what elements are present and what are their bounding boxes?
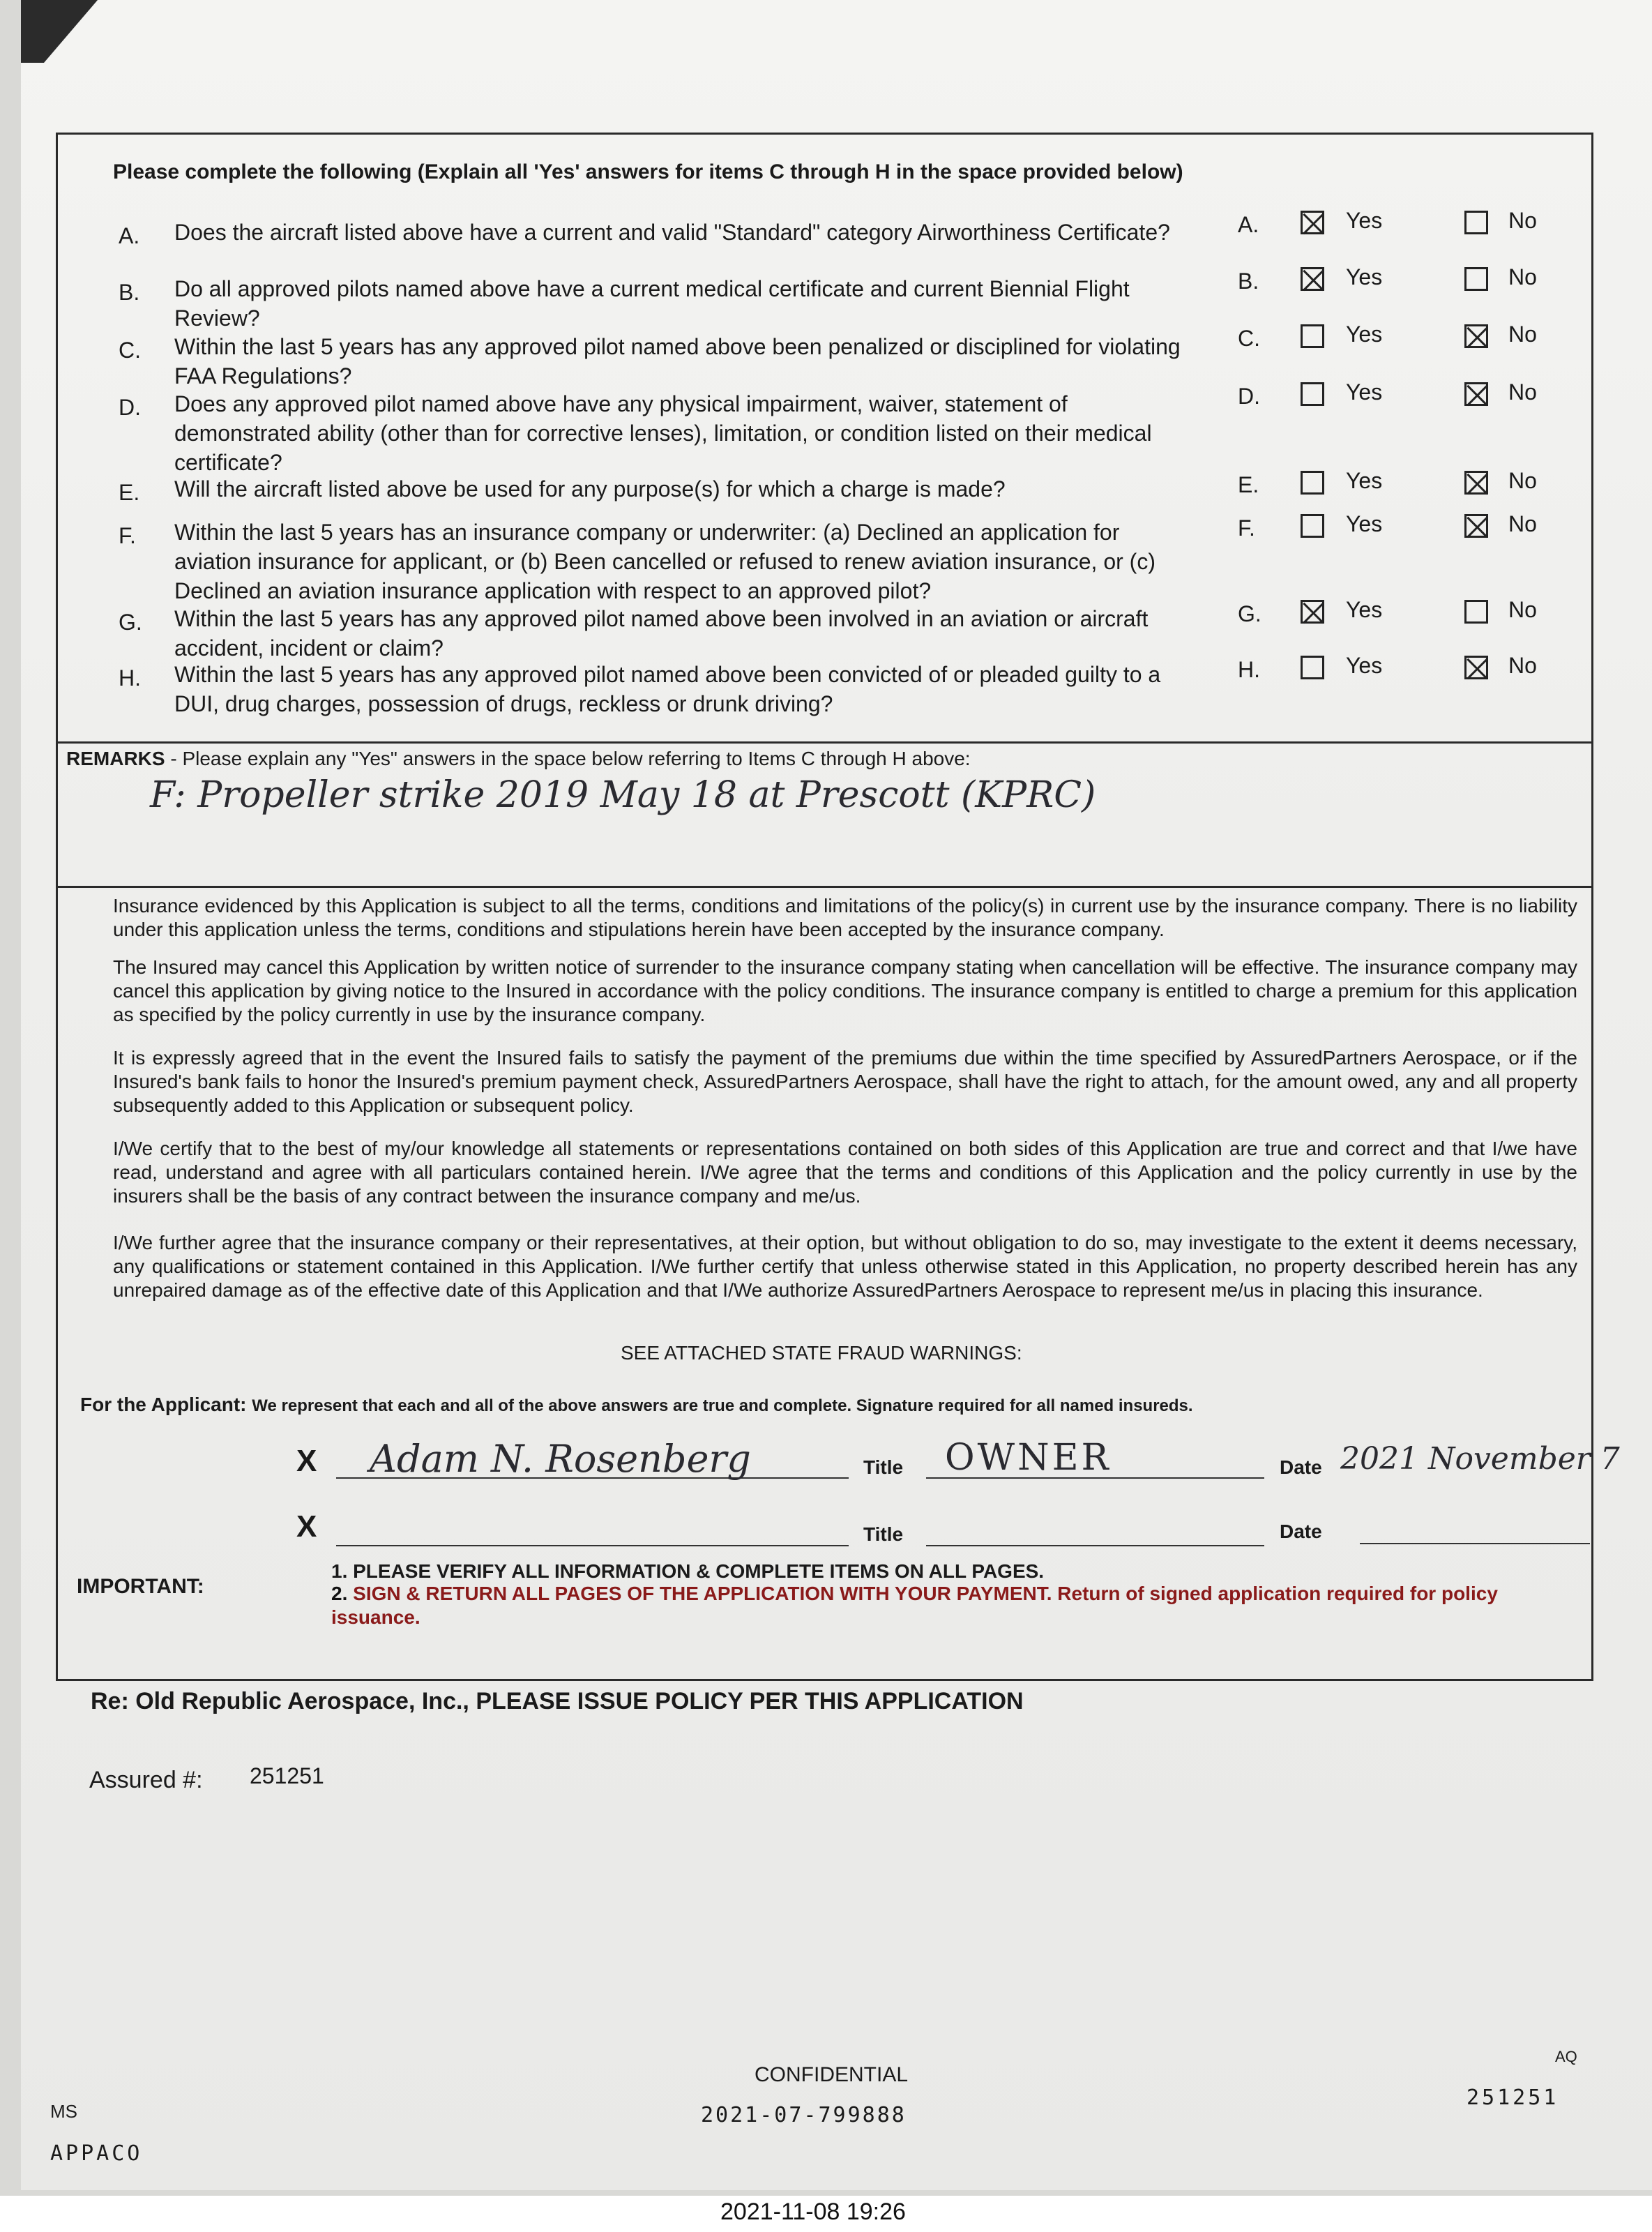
yes-label: Yes xyxy=(1346,264,1383,289)
question-letter: G. xyxy=(119,610,142,635)
question-text: Within the last 5 years has any approved pilot named above been penalized or disciplined for violating FAA Regulations? xyxy=(174,334,1181,389)
answer-letter: H. xyxy=(1238,657,1260,682)
aq-code: AQ xyxy=(1555,2048,1577,2065)
questions-header: Please complete the following (Explain all 'Yes' answers for items C through H in the space provided below) xyxy=(113,160,1183,183)
no-checkbox[interactable] xyxy=(1464,267,1488,291)
no-label: No xyxy=(1508,468,1537,493)
yes-checkbox[interactable] xyxy=(1301,382,1324,406)
no-checkbox[interactable] xyxy=(1464,514,1488,538)
question-text: Does any approved pilot named above have any physical impairment, waiver, statement of demonstrated ability (other than for corrective lenses), limitation, or condition listed on their medical certificate? xyxy=(174,391,1152,475)
answer-letter: C. xyxy=(1238,326,1260,351)
remarks-label xyxy=(66,748,971,770)
yes-checkbox[interactable] xyxy=(1301,324,1324,348)
yes-checkbox[interactable] xyxy=(1301,656,1324,679)
question-letter: H. xyxy=(119,665,141,691)
terms-paragraph-3: It is expressly agreed that in the event the Insured fails to satisfy the payment of the premiums due within the time specified by AssuredPartners Aerospace, or if the Insured's bank fails to honor the Insured's premium payment check, AssuredPartners Aerospace, shall have the right to attach, for the amount owed, any and all property subsequently added to this Application or subsequent policy. xyxy=(113,1047,1577,1116)
policy-request-line: Re: Old Republic Aerospace, Inc., PLEASE ISSUE POLICY PER THIS APPLICATION xyxy=(91,1688,1024,1714)
title-label-1: Title xyxy=(863,1456,904,1478)
yes-label: Yes xyxy=(1346,653,1383,678)
terms-paragraph-5: I/We further agree that the insurance company or their representatives, at their option, but without obligation to do so, may investigate to the extent it deems necessary, any qualifications or statement contained in this Application. I/We further certify that unless otherwise stated in this Application, no property described herein has any unrepaired damage as of the effective date of this Application and that I/We authorize AssuredPartners Aerospace to represent me/us in placing this insurance. xyxy=(113,1232,1577,1301)
signature-x-mark-1: X xyxy=(296,1444,317,1478)
important-item-2 xyxy=(331,1582,1579,1629)
yes-label: Yes xyxy=(1346,322,1383,347)
question-letter: F. xyxy=(119,523,136,548)
answer-letter: G. xyxy=(1238,601,1261,626)
confidential-number: 2021-07-799888 xyxy=(701,2103,907,2127)
yes-checkbox[interactable] xyxy=(1301,600,1324,624)
remarks-label-rest: - Please explain any "Yes" answers in the space below referring to Items C through H above: xyxy=(165,748,971,769)
applicant-statement: We represent that each and all of the above answers are true and complete. Signature required for all named insureds. xyxy=(252,1396,1193,1415)
fraud-warning: SEE ATTACHED STATE FRAUD WARNINGS: xyxy=(621,1342,1022,1364)
terms-paragraph-2: The Insured may cancel this Application by written notice of surrender to the insurance company stating when cancellation will be effective. The insurance company may cancel this application by giving notice to the Insured in accordance with the policy conditions. The insurance company is entitled to charge a premium for this application as specified by the policy currently in use by the insurance company. xyxy=(113,956,1577,1025)
important-item-1: 1. PLEASE VERIFY ALL INFORMATION & COMPLETE ITEMS ON ALL PAGES. xyxy=(331,1560,1045,1582)
answer-letter: D. xyxy=(1238,384,1260,409)
title-line-2[interactable] xyxy=(926,1545,1264,1546)
applicant-line xyxy=(80,1394,1193,1416)
no-checkbox[interactable] xyxy=(1464,211,1488,234)
date-label-1: Date xyxy=(1280,1456,1322,1478)
remarks-divider-top xyxy=(56,741,1593,744)
important-item-2-text: SIGN & RETURN ALL PAGES OF THE APPLICATION WITH YOUR PAYMENT. Return of signed application required for policy issuance. xyxy=(331,1583,1498,1628)
no-checkbox[interactable] xyxy=(1464,656,1488,679)
terms-paragraph-1: Insurance evidenced by this Application is subject to all the terms, conditions and limitations of the policy(s) in current use by the insurance company. There is no liability under this application unless the terms, conditions and stipulations herein have been accepted by the insurance company. xyxy=(113,895,1577,940)
yes-checkbox[interactable] xyxy=(1301,267,1324,291)
answer-letter: E. xyxy=(1238,472,1259,497)
answer-letter: B. xyxy=(1238,269,1259,294)
yes-checkbox[interactable] xyxy=(1301,471,1324,495)
important-item-2-number: 2. xyxy=(331,1583,354,1604)
signature-x-mark-2: X xyxy=(296,1509,317,1544)
title-value: OWNER xyxy=(945,1437,1112,1479)
question-letter: E. xyxy=(119,480,140,505)
question-text: Within the last 5 years has any approved pilot named above been convicted of or pleaded guilty to a DUI, drug charges, possession of drugs, reckless or drunk driving? xyxy=(174,662,1161,716)
question-text: Do all approved pilots named above have a current medical certificate and current Biennial Flight Review? xyxy=(174,276,1130,331)
yes-label: Yes xyxy=(1346,208,1383,233)
date-line-2[interactable] xyxy=(1360,1543,1590,1544)
terms-paragraph-4: I/We certify that to the best of my/our knowledge all statements or representations contained on both sides of this Application are true and correct and that I/we have read, understand and agree with all particulars contained herein. I/We agree that the terms and conditions of this Application and the policy currently in use by the insurers shall be the basis of any contract between the insurance company and me/us. xyxy=(113,1138,1577,1207)
confidential-label: CONFIDENTIAL xyxy=(755,2063,909,2086)
no-checkbox[interactable] xyxy=(1464,471,1488,495)
no-label: No xyxy=(1508,653,1537,678)
important-label: IMPORTANT: xyxy=(77,1575,204,1598)
question-letter: A. xyxy=(119,223,140,248)
answer-letter: A. xyxy=(1238,212,1259,237)
assured-label: Assured #: xyxy=(89,1767,203,1793)
aq-number: 251251 xyxy=(1467,2086,1559,2110)
photo-timestamp: 2021-11-08 19:26 xyxy=(720,2199,906,2225)
date-value: 2021 November 7 xyxy=(1340,1441,1620,1477)
question-letter: C. xyxy=(119,338,141,363)
yes-checkbox[interactable] xyxy=(1301,211,1324,234)
applicant-label: For the Applicant: xyxy=(80,1394,247,1415)
applicant-signature: Adam N. Rosenberg xyxy=(370,1437,751,1481)
page-corner-shadow xyxy=(21,0,98,63)
question-letter: D. xyxy=(119,395,141,420)
no-checkbox[interactable] xyxy=(1464,382,1488,406)
no-checkbox[interactable] xyxy=(1464,324,1488,348)
no-label: No xyxy=(1508,597,1537,622)
no-label: No xyxy=(1508,208,1537,233)
remarks-handwritten-text: F: Propeller strike 2019 May 18 at Prescott (KPRC) xyxy=(150,774,1096,816)
appaco-code: APPACO xyxy=(50,2141,143,2166)
question-text: Within the last 5 years has any approved pilot named above been involved in an aviation or aircraft accident, incident or claim? xyxy=(174,606,1149,661)
no-label: No xyxy=(1508,379,1537,405)
no-label: No xyxy=(1508,511,1537,536)
yes-label: Yes xyxy=(1346,379,1383,405)
question-text: Within the last 5 years has an insurance company or underwriter: (a) Declined an application for aviation insurance for applicant, or (b) Been cancelled or refused to renew aviation insurance, or (c) Declined an aviation insurance application with respect to an approved pilot? xyxy=(174,520,1155,603)
question-text: Will the aircraft listed above be used for any purpose(s) for which a charge is made? xyxy=(174,476,1006,502)
yes-label: Yes xyxy=(1346,597,1383,622)
yes-label: Yes xyxy=(1346,468,1383,493)
signature-line-2[interactable] xyxy=(336,1545,849,1546)
no-checkbox[interactable] xyxy=(1464,600,1488,624)
date-label-2: Date xyxy=(1280,1521,1322,1542)
no-label: No xyxy=(1508,322,1537,347)
question-text: Does the aircraft listed above have a current and valid "Standard" category Airworthiness Certificate? xyxy=(174,220,1170,245)
remarks-divider-bottom xyxy=(56,886,1593,888)
title-label-2: Title xyxy=(863,1523,904,1545)
remarks-label-bold: REMARKS xyxy=(66,748,165,769)
yes-checkbox[interactable] xyxy=(1301,514,1324,538)
answer-letter: F. xyxy=(1238,515,1255,541)
ms-code: MS xyxy=(50,2101,77,2122)
assured-number: 251251 xyxy=(250,1763,324,1788)
yes-label: Yes xyxy=(1346,511,1383,536)
no-label: No xyxy=(1508,264,1537,289)
question-letter: B. xyxy=(119,280,140,305)
